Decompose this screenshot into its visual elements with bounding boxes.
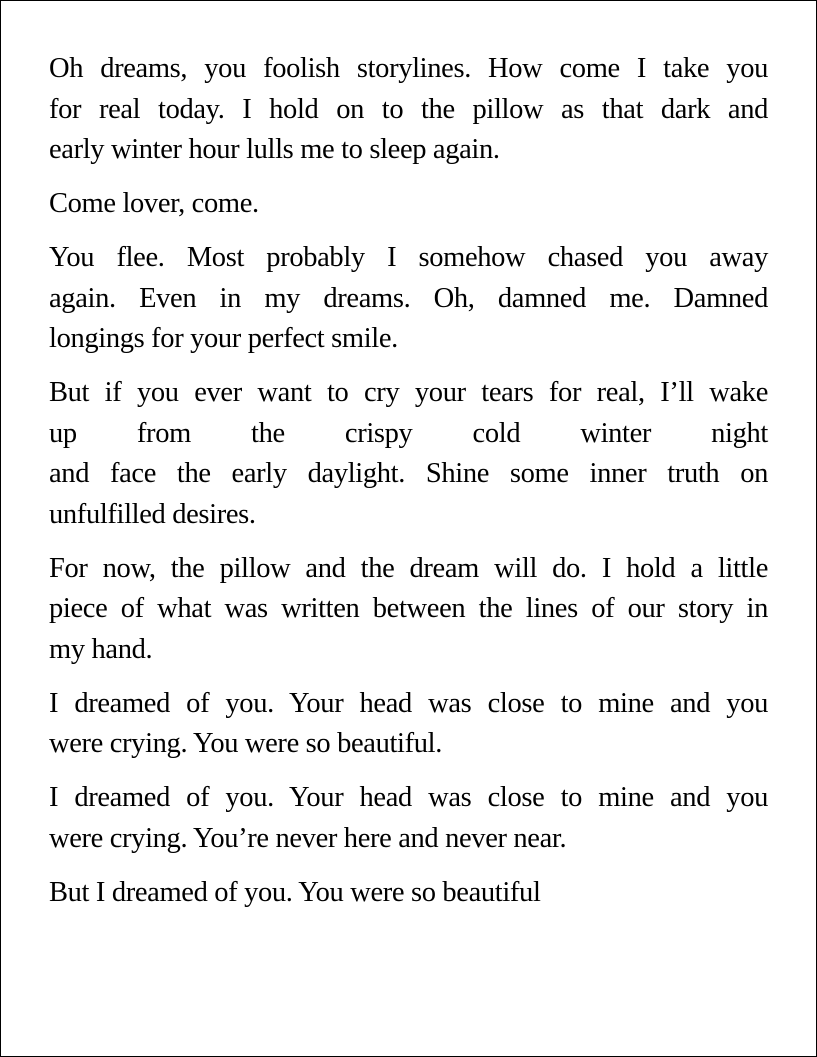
text-line: But if you ever want to cry your tears for real, I’ll wake [49,377,768,408]
paragraph-6 [49,684,768,765]
text-line: were crying. You were so beautiful. [49,728,442,759]
text-line: For now, the pillow and the dream will do. I hold a little [49,552,768,584]
text-line: I dreamed of you. Your head was close to mine and you [49,782,768,813]
text-line: up from the crispy cold winter night [49,417,768,449]
text-line: But I dreamed of you. You were so beautiful [49,876,541,908]
paragraph-4 [49,373,768,535]
text-line: early winter hour lulls me to sleep again. [49,134,500,165]
text-line: piece of what was written between the lines of our story in [49,593,768,624]
text-line: unfulfilled desires. [49,498,256,530]
text-line: my hand. [49,633,153,665]
text-line: You flee. Most probably I somehow chased you away [49,242,768,273]
text-line: and face the early daylight. Shine some inner truth on [49,458,768,489]
text-line: longings for your perfect smile. [49,323,398,354]
paragraph-3 [49,238,768,360]
text-line: were crying. You’re never here and never near. [49,822,567,854]
paragraph-5 [49,549,768,671]
paragraph-7 [49,778,768,859]
document-body [49,49,768,913]
text-line: I dreamed of you. Your head was close to mine and you [49,687,768,719]
paragraph-1 [49,49,768,171]
text-line: Come lover, come. [49,188,259,219]
text-line: for real today. I hold on to the pillow as that dark and [49,93,768,125]
text-line: Oh dreams, you foolish storylines. How come I take you [49,53,768,84]
text-line: again. Even in my dreams. Oh, damned me. Damned [49,282,768,314]
paragraph-2 [49,184,768,225]
paragraph-8 [49,873,768,914]
